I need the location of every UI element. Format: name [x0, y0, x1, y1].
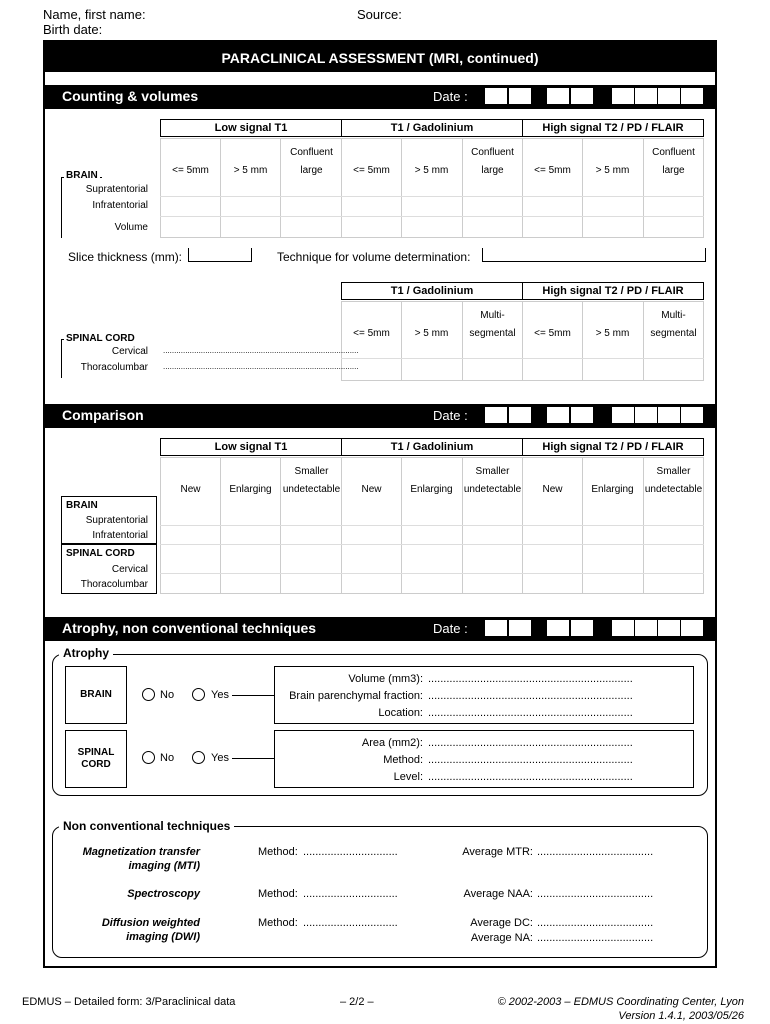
nct-title: Non conventional techniques [59, 819, 234, 833]
counting-grid[interactable] [160, 138, 704, 238]
date-month1[interactable] [547, 88, 569, 104]
header-low-t1: Low signal T1 [160, 119, 342, 137]
section-comparison-bar: Comparison Date : [45, 404, 715, 426]
date-year2[interactable] [635, 88, 657, 104]
footer-page: – 2/2 – [340, 996, 374, 1008]
name-label: Name, first name: [43, 7, 146, 22]
date-year1[interactable] [612, 88, 634, 104]
section-comparison-title: Comparison [62, 407, 144, 423]
slice-input[interactable] [188, 248, 252, 262]
header-high-t2: High signal T2 / PD / FLAIR [522, 119, 704, 137]
date-label: Date : [433, 89, 468, 104]
slice-label: Slice thickness (mm): [68, 250, 183, 264]
footer-version: Version 1.4.1, 2003/05/26 [618, 1010, 744, 1022]
birth-date-label: Birth date: [43, 22, 103, 37]
technique-label: Technique for volume determination: [277, 250, 471, 264]
technique-input[interactable] [482, 248, 706, 262]
footer-copyright: © 2002-2003 – EDMUS Coordinating Center, Lyon [497, 996, 744, 1008]
atrophy-title: Atrophy [59, 646, 113, 660]
date-day2[interactable] [509, 88, 531, 104]
date-month2[interactable] [571, 88, 593, 104]
date-year3[interactable] [658, 88, 680, 104]
section-counting-title: Counting & volumes [62, 88, 199, 104]
spinal-no-radio[interactable] [142, 751, 155, 764]
section-atrophy-title: Atrophy, non conventional techniques [62, 620, 317, 636]
source-label: Source: [357, 7, 402, 22]
header-t1-gado: T1 / Gadolinium [341, 119, 523, 137]
section-counting-bar [45, 85, 715, 107]
divider [45, 107, 715, 109]
page-title: PARACLINICAL ASSESSMENT (MRI, continued) [43, 40, 717, 72]
section-atrophy-bar: Atrophy, non conventional techniques Date : [45, 617, 715, 639]
date-year4[interactable] [681, 88, 703, 104]
footer-left: EDMUS – Detailed form: 3/Paraclinical data [22, 996, 236, 1008]
brain-yes-radio[interactable] [192, 688, 205, 701]
spinal-yes-radio[interactable] [192, 751, 205, 764]
brain-no-radio[interactable] [142, 688, 155, 701]
brain-label: BRAIN [66, 170, 98, 181]
date-day1[interactable] [485, 88, 507, 104]
